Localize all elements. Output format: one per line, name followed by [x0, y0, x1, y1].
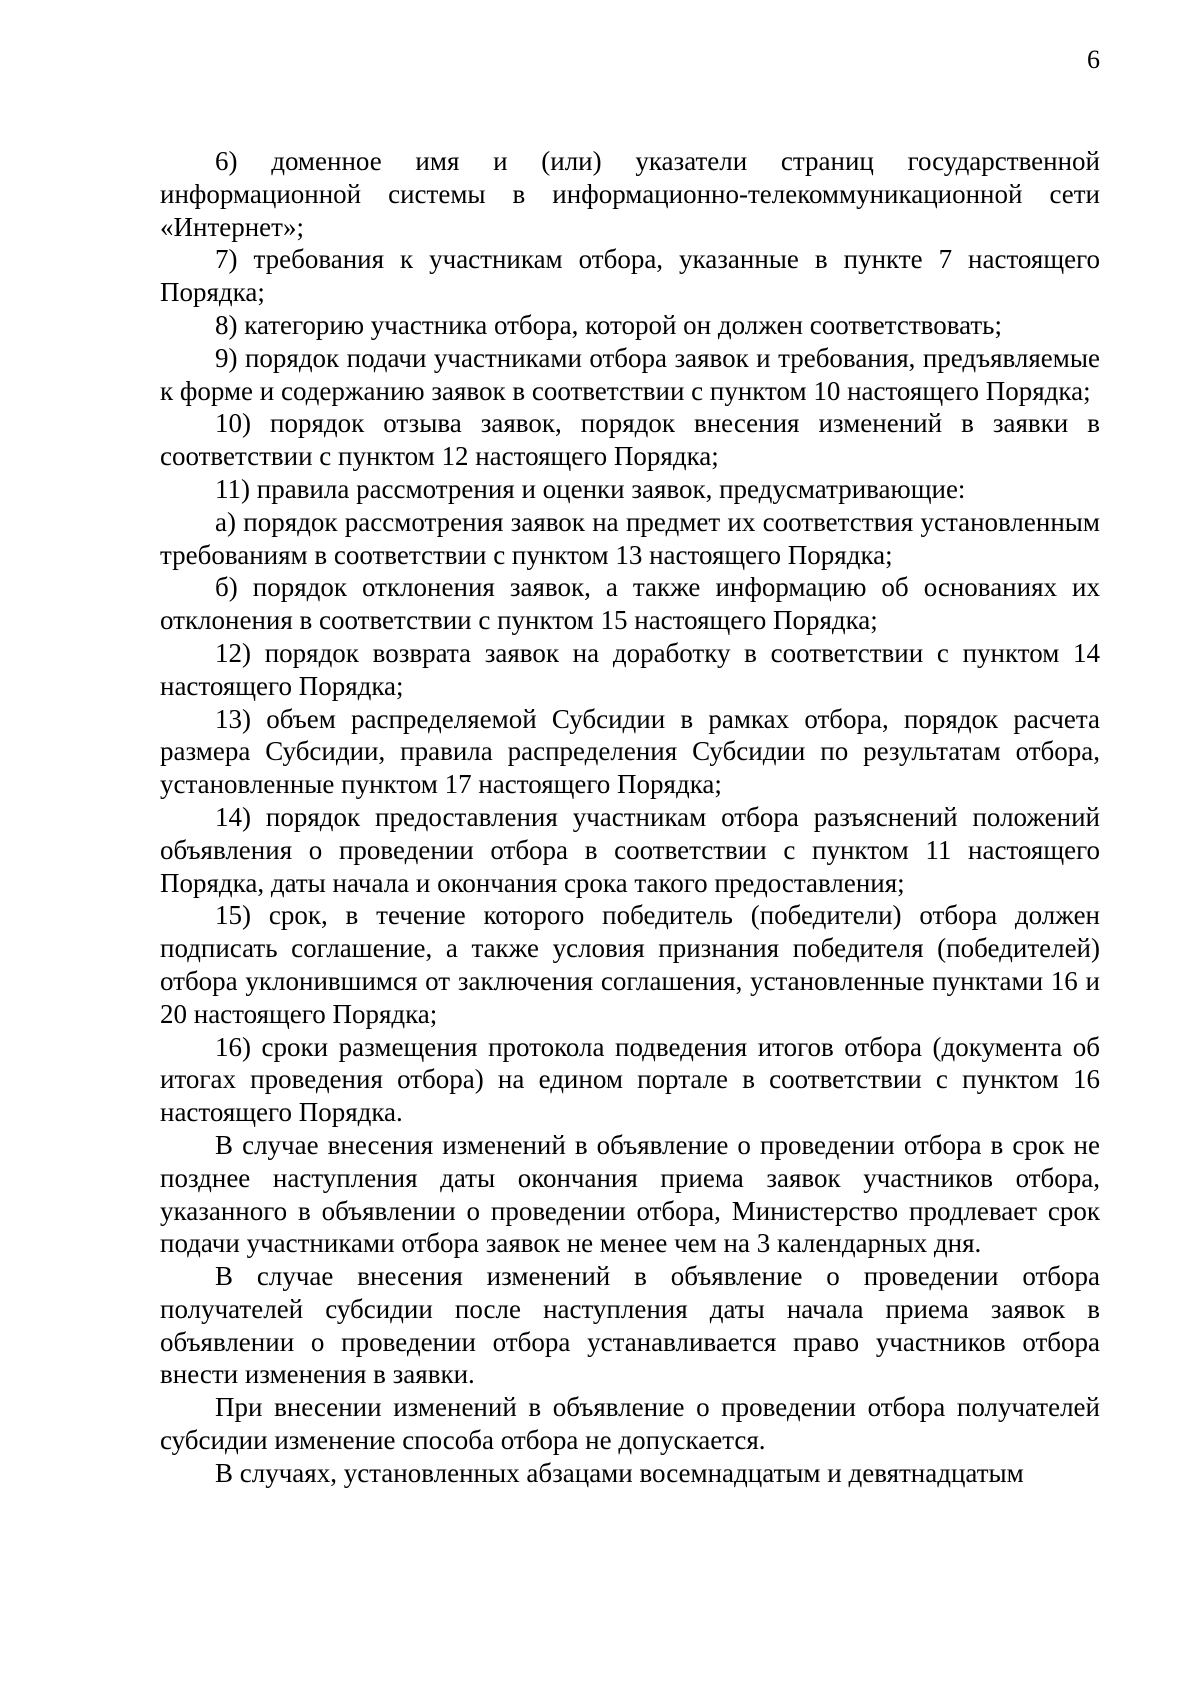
document-body: [160, 145, 1100, 1490]
paragraph-cases: В случаях, установленных абзацами восемнадцатым и девятнадцатым: [215, 1457, 1024, 1488]
paragraph-selection-method: При внесении изменений в объявление о проведении отбора получателей субсидии изменение способа отбора не допускается.: [160, 1392, 1100, 1456]
list-item-11-review-rules: 11) правила рассмотрения и оценки заявок, предусматривающие:: [215, 473, 966, 504]
paragraph-application-changes: В случае внесения изменений в объявление о проведении отбора получателей субсидии после наступления даты начала приема заявок в объявлении о проведении отбора устанавливается право участников отбора внести изменения в заявки.: [160, 1261, 1100, 1390]
list-item-13-subsidy-volume: 13) объем распределяемой Субсидии в рамках отбора, порядок расчета размера Субсидии, правила распределения Субсидии по результатам отбора, установленные пунктом 17 настоящего Порядка;: [160, 703, 1100, 800]
page-number: 6: [1087, 45, 1100, 74]
list-item-10-application-withdrawal: 10) порядок отзыва заявок, порядок внесения изменений в заявки в соответствии с пунктом 12 настоящего Порядка;: [160, 408, 1100, 472]
list-subitem-a-review-procedure: а) порядок рассмотрения заявок на предмет их соответствия установленным требованиям в соответствии с пунктом 13 настоящего Порядка;: [160, 506, 1100, 570]
list-subitem-b-rejection-procedure: б) порядок отклонения заявок, а также информацию об основаниях их отклонения в соответствии с пунктом 15 настоящего Порядка;: [160, 572, 1100, 636]
list-item-12-return-for-revision: 12) порядок возврата заявок на доработку в соответствии с пунктом 14 настоящего Порядка;: [160, 637, 1100, 701]
list-item-16-protocol-publication: 16) сроки размещения протокола подведения итогов отбора (документа об итогах проведения отбора) на едином портале в соответствии с пунктом 16 настоящего Порядка.: [160, 1031, 1100, 1128]
list-item-7-participant-requirements: 7) требования к участникам отбора, указанные в пункте 7 настоящего Порядка;: [160, 244, 1100, 308]
list-item-8-participant-category: 8) категорию участника отбора, которой он должен соответствовать;: [215, 309, 1002, 340]
paragraph-deadline-extension: В случае внесения изменений в объявление о проведении отбора в срок не позднее наступления даты окончания приема заявок участников отбора, указанного в объявлении о проведении отбора, Министерство продлевает срок подачи участниками отбора заявок не менее чем на 3 календарных дня.: [160, 1129, 1100, 1259]
list-item-14-clarifications: 14) порядок предоставления участникам отбора разъяснений положений объявления о проведении отбора в соответствии с пунктом 11 настоящего Порядка, даты начала и окончания срока такого предоставления;: [160, 801, 1100, 898]
list-item-9-application-submission: 9) порядок подачи участниками отбора заявок и требования, предъявляемые к форме и содержанию заявок в соответствии с пунктом 10 настоящего Порядка;: [160, 342, 1100, 406]
list-item-6-domain-name: 6) доменное имя и (или) указатели страниц государственной информационной системы в информационно-телекоммуникационной сети «Интернет»;: [160, 146, 1100, 242]
list-item-15-agreement-deadline: 15) срок, в течение которого победитель (победители) отбора должен подписать соглашение, а также условия признания победителя (победителей) отбора уклонившимся от заключения соглашения, установленные пунктами 16 и 20 настоящего Порядка;: [160, 900, 1100, 1029]
